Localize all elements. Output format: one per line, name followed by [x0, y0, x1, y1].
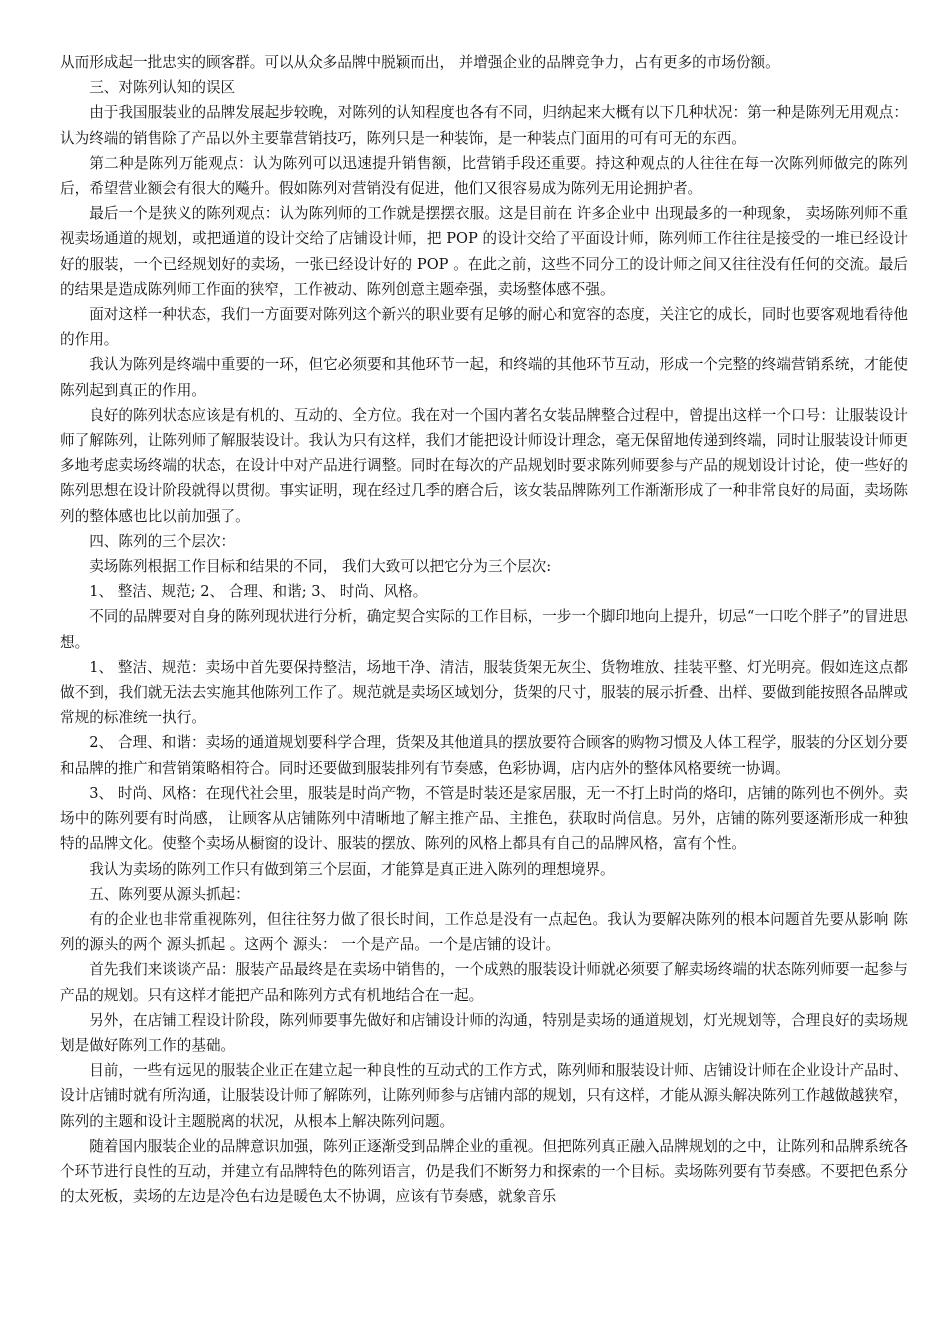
- paragraph: 我认为陈列是终端中重要的一环，但它必须要和其他环节一起，和终端的其他环节互动，形成一个完整的终端营销系统，才能使陈列起到真正的作用。: [60, 356, 908, 399]
- paragraph: 不同的品牌要对自身的陈列现状进行分析，确定契合实际的工作目标，一步一个脚印地向上提升，切忌“一口吃个胖子”的冒进思想。: [60, 608, 908, 651]
- list-summary: 1、 整洁、规范; 2、 合理、和谐; 3、 时尚、风格。: [89, 583, 428, 601]
- list-item-2: 2、 合理、和谐：卖场的通道规划要科学合理，货架及其他道具的摆放要符合顾客的购物习惯及人体工程学，服装的分区划分要和品牌的推广和营销策略相符合。同时还要做到服装排列有节奏感，色彩协调，店内店外的整体风格要统一协调。: [60, 734, 908, 777]
- paragraph-continuation: 从而形成起一批忠实的顾客群。可以从众多品牌中脱颖而出， 并增强企业的品牌竞争力，占有更多的市场份额。: [60, 54, 780, 71]
- paragraph: 卖场陈列根据工作目标和结果的不同， 我们大致可以把它分为三个层次:: [89, 558, 552, 576]
- list-item-1: 1、 整洁、规范：卖场中首先要保持整洁，场地干净、清洁，服装货架无灰尘、货物堆放、挂装平整、灯光明亮。假如连这点都做不到，我们就无法去实施其他陈列工作了。规范就是卖场区域划分，货架的尺寸，服装的展示折叠、出样、要做到能按照各品牌或常规的标准统一执行。: [60, 658, 908, 727]
- paragraph: 目前，一些有远见的服装企业正在建立起一种良性的互动式的工作方式，陈列师和服装设计师、店铺设计师在企业设计产品时、设计店铺时就有所沟通，让服装设计师了解陈列，让陈列师参与店铺内部的规划，只有这样，才能从源头解决陈列工作越做越狭窄，陈列的主题和设计主题脱离的状况，从根本上解决陈列问题。: [60, 1062, 908, 1130]
- paragraph: 第二种是陈列万能观点：认为陈列可以迅速提升销售额，比营销手段还重要。持这种观点的人往往在每一次陈列师做完的陈列后，希望营业额会有很大的飚升。假如陈列对营销没有促进，他们又很容易成为陈列无用论拥护者。: [60, 154, 908, 198]
- paragraph: 良好的陈列状态应该是有机的、互动的、全方位。我在对一个国内著名女装品牌整合过程中，曾提出这样一个口号：让服装设计师了解陈列，让陈列师了解服装设计。我认为只有这样，我们才能把设计师设计理念，毫无保留地传递到终端，同时让服装设计师更多地考虑卖场终端的状态，在设计中对产品进行调整。同时在每次的产品规划时要求陈列师要参与产品的规划设计讨论，使一些好的陈列思想在设计阶段就得以贯彻。事实证明，现在经过几季的磨合后，该女装品牌陈列工作渐渐形成了一种非常良好的局面，卖场陈列的整体感也比以前加强了。: [60, 406, 908, 525]
- list-item-3: 3、 时尚、风格：在现代社会里，服装是时尚产物，不管是时装还是家居服，无一不打上时尚的烙印，店铺的陈列也不例外。卖场中的陈列要有时尚感， 让顾客从店铺陈列中清晰地了解主推产品、主推色，获取时尚信息。另外，店铺的陈列要逐渐形成一种独特的品牌文化。使整个卖场从橱窗的设计、服装的摆放、陈列的风格上都具有自己的品牌风格，富有个性。: [60, 784, 908, 853]
- paragraph: 随着国内服装企业的品牌意识加强，陈列正逐渐受到品牌企业的重视。但把陈列真正融入品牌规划的之中，让陈列和品牌系统各个环节进行良性的互动，并建立有品牌特色的陈列语言，仍是我们不断努力和探索的一个目标。卖场陈列要有节奏感。不要把色系分的太死板，卖场的左边是冷色右边是暖色太不协调，应该有节奏感，就象音乐: [60, 1137, 908, 1206]
- section-heading-4: 四、陈列的三个层次：: [89, 532, 236, 550]
- paragraph: 首先我们来谈谈产品：服装产品最终是在卖场中销售的，一个成熟的服装设计师就必须要了解卖场终端的状态陈列师要一起参与产品的规划。只有这样才能把产品和陈列方式有机地结合在一起。: [60, 961, 908, 1004]
- paragraph: 面对这样一种状态，我们一方面要对陈列这个新兴的职业要有足够的耐心和宽容的态度，关注它的成长，同时也要客观地看待他的作用。: [60, 306, 908, 349]
- paragraph: 我认为卖场的陈列工作只有做到第三个层面，才能算是真正进入陈列的理想境界。: [89, 860, 615, 878]
- paragraph: 最后一个是狭义的陈列观点：认为陈列师的工作就是摆摆衣服。这是目前在 许多企业中 出现最多的一种现象， 卖场陈列师不重视卖场通道的规划，或把通道的设计交给了店铺设计师，把 POP 的设计交给了平面设计师，陈列师工作往往是接受的一堆已经设计好的服装，一个已经规划好的卖场，一张已经设计好的 POP 。在此之前，这些不同分工的设计师之间又往往没有任何的交流。最后的结果是造成陈列师工作面的狭窄，工作被动、陈列创意主题牵强，卖场整体感不强。: [60, 205, 908, 298]
- document-page: [60, 50, 908, 1209]
- paragraph: 另外，在店铺工程设计阶段，陈列师要事先做好和店铺设计师的沟通，特别是卖场的通道规划，灯光规划等，合理良好的卖场规划是做好陈列工作的基础。: [60, 1011, 908, 1054]
- paragraph: 有的企业也非常重视陈列，但往往努力做了很长时间，工作总是没有一点起色。我认为要解决陈列的根本问题首先要从影响 陈列的源头的两个 源头抓起 。这两个 源头： 一个是产品。一个是店铺的设计。: [60, 910, 908, 954]
- section-heading-5: 五、陈列要从源头抓起：: [89, 885, 250, 903]
- paragraph: 由于我国服装业的品牌发展起步较晚，对陈列的认知程度也各有不同，归纳起来大概有以下几种状况：第一种是陈列无用观点：认为终端的销售除了产品以外主要靠营销技巧，陈列只是一种装饰，是一种装点门面用的可有可无的东西。: [60, 104, 908, 147]
- section-heading-3: 三、对陈列认知的误区: [89, 79, 236, 97]
